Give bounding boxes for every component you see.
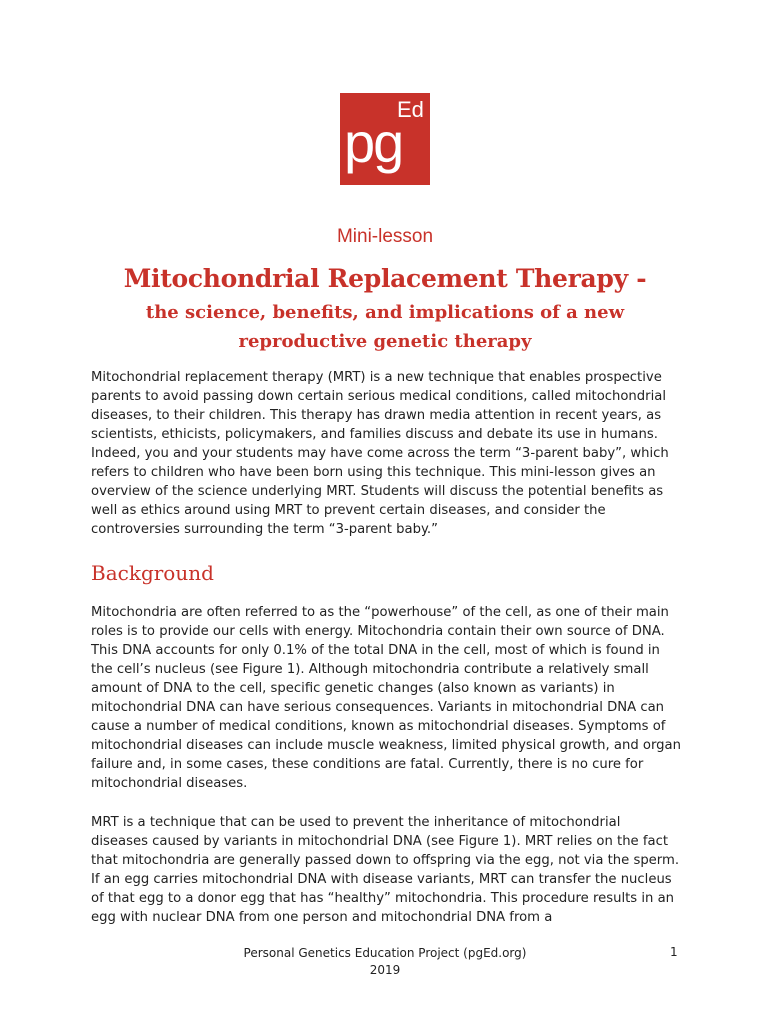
background-paragraph-2: MRT is a technique that can be used to prevent the inheritance of mitochondrial diseases caused by variants in mitochondrial DNA (see Figure 1). MRT relies on the fact that mitochondria are generally passed down to offspring via the egg, not via the sperm. If an egg carries mitochondrial DNA with disease variants, MRT can transfer the nucleus of that egg to a donor egg that has “healthy” mitochondria. This procedure results in an egg with nuclear DNA from one person and mitochondrial DNA from a (91, 815, 680, 925)
background-paragraph-1: Mitochondria are often referred to as the “powerhouse” of the cell, as one of their main roles is to provide our cells with energy. Mitochondria contain their own source of DNA. This DNA accounts for only 0.1% of the total DNA in the cell, most of which is found in the cell’s nucleus (see Figure 1). Although mitochondria contribute a relatively small amount of DNA to the cell, specific genetic changes (also known as variants) in mitochondrial DNA can have serious consequences. Variants in mitochondrial DNA can cause a number of medical conditions, known as mitochondrial diseases. Symptoms of mitochondrial diseases can include muscle weakness, limited physical growth, and organ failure and, in some cases, these conditions are fatal. Currently, there is no cure for mitochondrial diseases. (91, 605, 681, 791)
lesson-type-label: Mini-lesson (336, 226, 434, 247)
footer-project-line: Personal Genetics Education Project (pgEd.org) (243, 946, 527, 960)
page-footer (0, 945, 770, 979)
pged-logo (340, 93, 430, 185)
footer-year: 2019 (369, 963, 401, 977)
page-number: 1 (670, 945, 678, 959)
background-heading: Background (91, 561, 214, 585)
logo-text-ed: Ed (397, 97, 424, 122)
document-title: Mitochondrial Replacement Therapy - (123, 264, 647, 293)
intro-paragraph: Mitochondrial replacement therapy (MRT) is a new technique that enables prospective parents to avoid passing down certain serious medical conditions, called mitochondrial diseases, to their children. This therapy has drawn media attention in recent years, as scientists, ethicists, policymakers, and families discuss and debate its use in humans. Indeed, you and your students may have come across the term “3-parent baby”, which refers to children who have been born using this technique. This mini-lesson gives an overview of the science underlying MRT. Students will discuss the potential benefits as well as ethics around using MRT to prevent certain diseases, and consider the controversies surrounding the term “3-parent baby.” (91, 370, 669, 537)
logo-text-pg: pg (344, 111, 403, 174)
document-subtitle: the science, benefits, and implications of a new reproductive genetic therapy (145, 302, 625, 352)
